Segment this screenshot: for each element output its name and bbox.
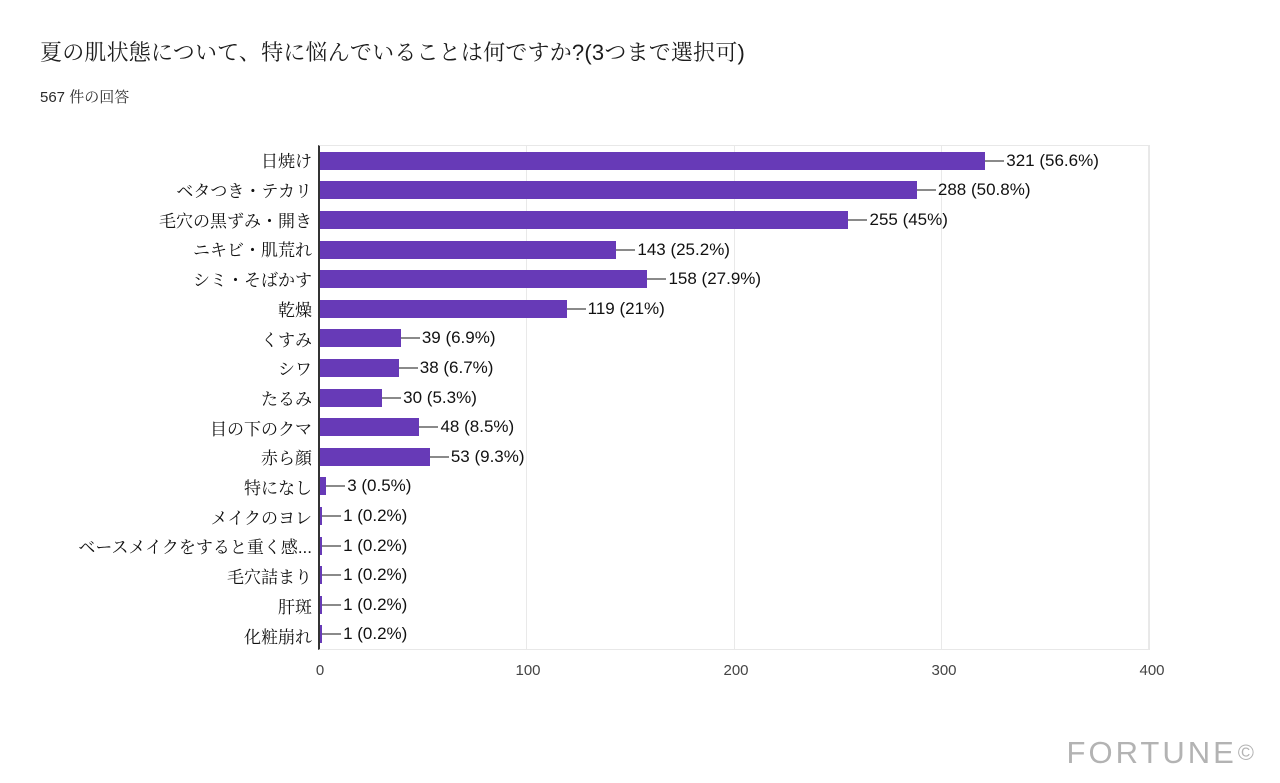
value-label: 3 (0.5%)	[347, 476, 412, 496]
chart-row	[320, 501, 1149, 531]
bar	[320, 181, 917, 199]
leader-line	[567, 308, 586, 310]
category-label: 乾燥	[278, 300, 312, 320]
chart-row	[320, 472, 1149, 502]
value-label: 30 (5.3%)	[403, 387, 477, 407]
copyright-icon: ©	[1237, 740, 1254, 765]
leader-line	[430, 456, 449, 458]
x-tick-label: 0	[315, 662, 325, 679]
x-tick-label: 100	[515, 662, 541, 679]
bar	[320, 241, 616, 259]
chart-row	[320, 264, 1149, 294]
chart-row	[320, 205, 1149, 235]
value-label: 143 (25.2%)	[637, 239, 730, 259]
category-label: 目の下のクマ	[210, 419, 312, 439]
chart-row	[320, 590, 1149, 620]
leader-line	[848, 219, 867, 221]
bar	[320, 448, 430, 466]
leader-line	[419, 426, 438, 428]
chart-row	[320, 235, 1149, 265]
value-label: 48 (8.5%)	[440, 417, 515, 437]
leader-line	[326, 485, 345, 487]
value-label: 1 (0.2%)	[343, 565, 408, 585]
bar	[320, 418, 419, 436]
x-tick-label: 300	[931, 662, 957, 679]
bar	[320, 152, 985, 170]
value-label: 119 (21%)	[587, 298, 665, 318]
category-label: ベタつき・テカリ	[176, 182, 312, 202]
value-label: 1 (0.2%)	[343, 535, 408, 555]
bar	[320, 389, 382, 407]
x-tick-label: 200	[723, 662, 749, 679]
bar	[320, 359, 399, 377]
leader-line	[399, 367, 418, 369]
category-label: 日焼け	[261, 152, 312, 172]
bar	[320, 211, 848, 229]
bar	[320, 300, 567, 318]
category-axis	[8, 145, 318, 650]
value-label: 38 (6.7%)	[419, 357, 494, 377]
value-label: 1 (0.2%)	[343, 594, 408, 614]
category-label: メイクのヨレ	[210, 508, 312, 528]
chart-row	[320, 412, 1149, 442]
x-tick-label: 400	[1139, 662, 1165, 679]
category-label: くすみ	[261, 330, 312, 350]
category-label: シワ	[278, 360, 312, 380]
value-label: 39 (6.9%)	[421, 328, 496, 348]
leader-line	[647, 278, 666, 280]
leader-line	[322, 604, 341, 606]
bar-chart	[8, 145, 1150, 650]
leader-line	[917, 189, 936, 191]
leader-line	[985, 160, 1004, 162]
bar	[320, 270, 647, 288]
value-label: 288 (50.8%)	[937, 180, 1031, 200]
chart-row	[320, 176, 1149, 206]
category-label: 特になし	[244, 479, 312, 499]
value-label: 53 (9.3%)	[450, 446, 525, 466]
chart-row	[320, 442, 1149, 472]
chart-row	[320, 146, 1149, 176]
category-label: 肝斑	[278, 597, 312, 617]
category-label: たるみ	[261, 389, 312, 409]
chart-row	[320, 383, 1149, 413]
chart-row	[320, 531, 1149, 561]
plot-area	[318, 145, 1150, 650]
value-label: 158 (27.9%)	[668, 269, 762, 289]
category-label: ニキビ・肌荒れ	[193, 241, 312, 261]
response-count: 567 件の回答	[40, 89, 130, 106]
bar	[320, 329, 401, 347]
category-label: ベースメイクをすると重く感...	[78, 538, 312, 558]
category-label: 毛穴の黒ずみ・開き	[159, 211, 312, 231]
chart-row	[320, 353, 1149, 383]
leader-line	[322, 545, 341, 547]
chart-row	[320, 324, 1149, 354]
chart-row	[320, 620, 1149, 650]
bar-rows	[320, 146, 1149, 649]
leader-line	[322, 633, 341, 635]
leader-line	[382, 397, 401, 399]
leader-line	[616, 249, 635, 251]
leader-line	[401, 337, 420, 339]
category-label: シミ・そばかす	[193, 271, 312, 291]
chart-row	[320, 560, 1149, 590]
value-label: 321 (56.6%)	[1006, 150, 1099, 170]
category-label: 化粧崩れ	[244, 627, 312, 647]
chart-row	[320, 294, 1149, 324]
x-axis	[315, 662, 1165, 682]
chart-title: 夏の肌状態について、特に悩んでいることは何ですか?(3つまで選択可)	[40, 40, 746, 65]
value-label: 255 (45%)	[869, 209, 948, 229]
leader-line	[322, 515, 341, 517]
category-label: 毛穴詰まり	[227, 568, 312, 588]
category-label: 赤ら顔	[261, 449, 312, 469]
watermark	[1067, 735, 1254, 771]
value-label: 1 (0.2%)	[343, 624, 408, 644]
leader-line	[322, 574, 341, 576]
watermark-text: FORTUNE	[1066, 735, 1237, 770]
value-label: 1 (0.2%)	[343, 505, 408, 525]
